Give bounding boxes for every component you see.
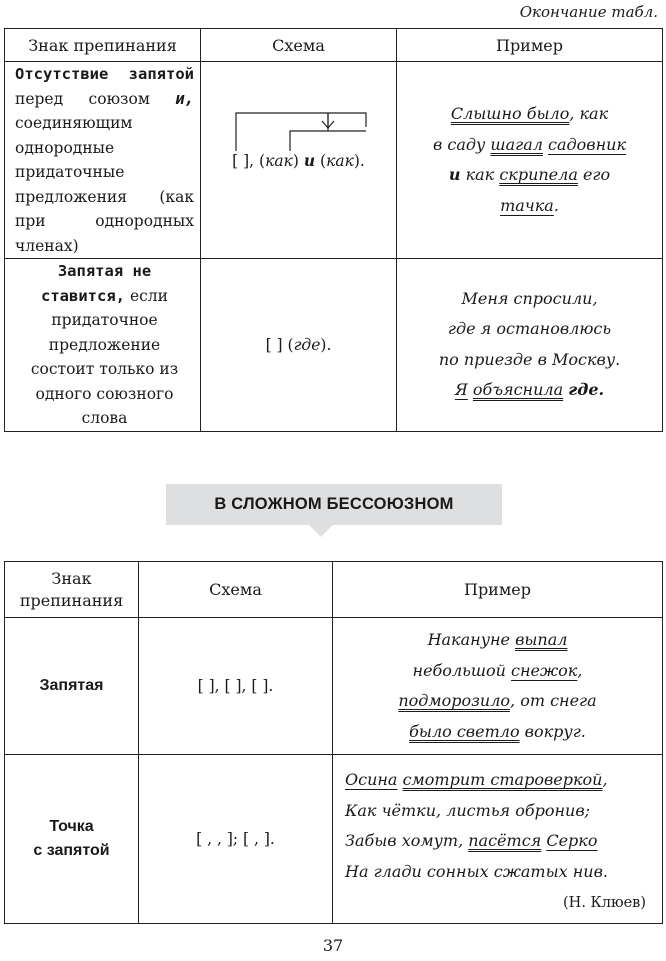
example-line: в саду шагал садовник bbox=[432, 134, 626, 154]
sign-cell: Запятая bbox=[5, 618, 139, 755]
table-row bbox=[5, 618, 663, 755]
table-row bbox=[5, 62, 663, 259]
schema-formula: [ ], (как) и (как). bbox=[232, 151, 365, 170]
schema-cell bbox=[201, 62, 397, 259]
rule-cell bbox=[5, 259, 201, 432]
continuation-label: Окончание табл. bbox=[519, 3, 658, 21]
schema-cell: [ , , ]; [ , ]. bbox=[139, 755, 333, 924]
table-row bbox=[5, 259, 663, 432]
example-line: и как скрипела его bbox=[448, 165, 611, 184]
schema-cell bbox=[201, 259, 397, 432]
rule-text: соединяющим однородные придаточные предложения (как при однородных членах) bbox=[15, 114, 194, 255]
example-cell bbox=[333, 755, 663, 924]
subordination-arrow-icon bbox=[216, 107, 376, 151]
example-cell bbox=[397, 259, 663, 432]
example-line: подморозило, от снега bbox=[398, 691, 597, 710]
example-line: тачка. bbox=[500, 195, 559, 215]
header-sign: Знак препинания bbox=[5, 562, 139, 618]
rule-conjunction: и, bbox=[175, 89, 194, 108]
example-line: Накануне выпал bbox=[427, 630, 568, 649]
example-line: Забыв хомут, пасётся Серко bbox=[345, 831, 598, 850]
section-banner: В СЛОЖНОМ БЕССОЮЗНОМ bbox=[166, 484, 502, 525]
example-line: Слышно было, как bbox=[450, 104, 609, 123]
schema-cell: [ ], [ ], [ ]. bbox=[139, 618, 333, 755]
rule-text: если придаточное предложение состоит только из одного союзного слова bbox=[30, 286, 179, 427]
header-example: Пример bbox=[397, 29, 663, 62]
header-sign: Знак препинания bbox=[5, 29, 201, 62]
example-line: Меня спросили, bbox=[461, 288, 598, 308]
rule-bold-text: Запятая не ставится, bbox=[41, 262, 152, 305]
rule-cell bbox=[5, 62, 201, 259]
table-header-row bbox=[5, 29, 663, 62]
example-line: Осина смотрит староверкой, bbox=[345, 770, 608, 789]
rule-bold-text: Отсутствие запятой bbox=[15, 65, 194, 83]
example-cell bbox=[397, 62, 663, 259]
example-cell bbox=[333, 618, 663, 755]
sign-cell: Точка с запятой bbox=[5, 755, 139, 924]
header-example: Пример bbox=[333, 562, 663, 618]
example-line: небольшой снежок, bbox=[412, 660, 583, 680]
example-line: На глади сонных сжатых нив. bbox=[345, 861, 608, 881]
table-header-row bbox=[5, 562, 663, 618]
rule-text: перед союзом bbox=[15, 89, 150, 108]
punctuation-table-complex bbox=[4, 28, 663, 432]
example-line: по приезде в Москву. bbox=[438, 349, 621, 369]
header-schema: Схема bbox=[139, 562, 333, 618]
example-line: Как чётки, листья обронив; bbox=[345, 800, 591, 820]
page-number: 37 bbox=[322, 936, 344, 955]
poem-author: (Н. Клюев) bbox=[563, 895, 646, 911]
schema-formula: [ ] (где). bbox=[265, 335, 332, 354]
example-line: Я объяснила где. bbox=[454, 380, 605, 400]
banner-pointer bbox=[309, 525, 333, 537]
punctuation-table-asyndetic bbox=[4, 561, 663, 924]
header-schema: Схема bbox=[201, 29, 397, 62]
example-line: где я остановлюсь bbox=[447, 319, 612, 339]
table-row bbox=[5, 755, 663, 924]
example-line: было светло вокруг. bbox=[409, 721, 586, 741]
